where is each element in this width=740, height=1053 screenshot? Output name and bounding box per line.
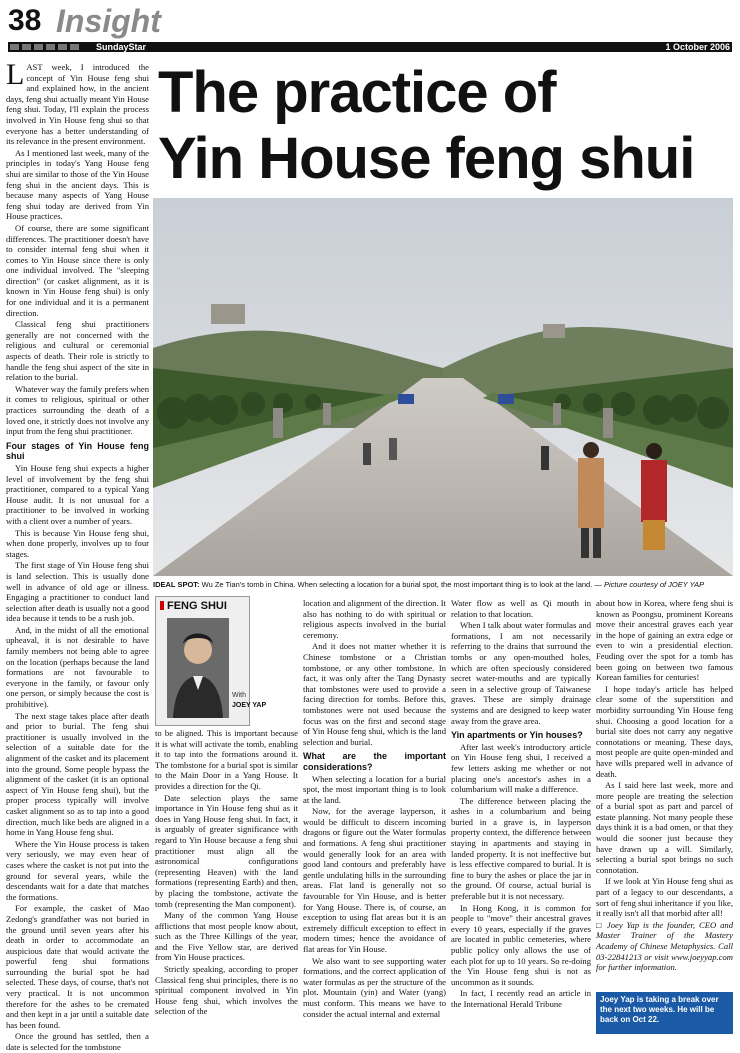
headline-line-2: Yin House feng shui <box>158 126 695 191</box>
paragraph: When I talk about water formulas and formations, I am not necessarily referring to the drains that surround the tombs or any open-mouthed holes, which are often speciously considered secret water-mouths and are typically seen in a selective group of Taiwanese graves. These are simply drainage systems and are designed to keep water away from the grave area. <box>451 620 591 726</box>
paragraph: location and alignment of the direction. It also has nothing to do with spiritual or religious aspects involved in the burial ceremony. <box>303 598 446 640</box>
paragraph: Whatever way the family prefers when it comes to religious, spiritual or other practices surrounding the death of a loved one, it strictly does not involve any input from the feng shui practitioner. <box>6 383 149 437</box>
subheading: Yin apartments or Yin houses? <box>451 730 583 741</box>
article-column-1 <box>6 58 149 1053</box>
paragraph: And it does not matter whether it is Chinese tombstone or a Christian tombstone, or any other tombstone. In fact, it was only after the Tang Dynasty that tombstones were used to provide a facing direction for tombs. Before this, tombstones were not used because the focus was on the first and second stage of Yin House feng shui, which is the land selection and burial. <box>303 641 446 747</box>
paragraph: This is because Yin House feng shui, when done properly, involves up to four stages. <box>6 527 149 559</box>
caption-label: IDEAL SPOT: <box>153 580 200 589</box>
paragraph: In fact, I recently read an article in the International Herald Tribune <box>451 988 591 1009</box>
paragraph: The next stage takes place after death and prior to burial. The feng shui practitioner is usually involved in the selection of a suitable date for the alignment of the casket and its placement into the ground. Some people bypass the alignment of the casket (it is an optional aspect of Yin House feng shui), but the proper process typically will involve casket alignment so as to tap into a good direction, much like beds are aligned in a home in Yang House feng shui. <box>6 710 149 838</box>
paragraph: Now, for the average layperson, it would be difficult to discern incoming dragons or figure out the Water formulas and formations. A feng shui practitioner would generally look for an area with good land contours and preferably have gentle undulating hills in the surrounding areas. Flat land is generally not so favourable for Yin House, and is better for Yang House. There is, of course, an exception to using flat areas but it is an extremely difficult exception to effect in modern times; hence the avoidance of flat areas for Yin House. <box>303 806 446 954</box>
paragraph: And, in the midst of all the emotional upheaval, it is not desirable to have family members not being able to agree on the location (perhaps because the land formations are not favourable to everyone in the family, or favour only one person, or simply because the cost is prohibitive). <box>6 624 149 710</box>
paragraph: Date selection plays the same importance in Yin House feng shui as it does in Yang House feng shui. In fact, it is arguably of greater significance with regard to Yin House because a feng shui practitioner must align all the astronomical configurations (representing Heaven) with the land formations (representing Earth) and then, by placing the tombstone, activate the tomb (representing the Man component). <box>155 792 298 909</box>
paragraph: Water flow as well as Qi mouth in relation to that location. <box>451 598 591 619</box>
photo-credit: — Picture courtesy of JOEY YAP <box>594 580 705 589</box>
paragraph: Strictly speaking, according to proper Classical feng shui principles, there is no spiritual component involved in Yin House feng shui, which involves the selection of the <box>155 964 298 1017</box>
subheading: What are the important considerations? <box>303 751 446 772</box>
masthead-blocks <box>10 44 90 50</box>
article-column-5 <box>596 598 733 988</box>
paragraph: We also want to see supporting water formations, and the correct application of water formulas as per the structure of the plot. Mountain (yin) and Water (yang) must conform. This means we have to consider the actual internal and external <box>303 955 446 1019</box>
column-logo: FENG SHUI <box>160 600 227 612</box>
section-title: Insight <box>56 3 161 39</box>
paragraph: Of course, there are some significant differences. The practitioner doesn't have to consider internal feng shui when it comes to Yin House since there is only one individual involved. The "sleeping direction" (or casket alignment, as it is known in Yin House feng shui) is only for one individual and it is a permanent direction. <box>6 222 149 318</box>
paragraph: If we look at Yin House feng shui as part of a legacy to our descendants, a sort of feng shui inheritance if you like, it really isn't all that morbid after all! <box>596 876 733 919</box>
subheading: Four stages of Yin House feng shui <box>6 440 149 462</box>
paragraph: As I mentioned last week, many of the principles in today's Yang House feng shui are similar to those of the Yin House feng shui in the ancient days. This is because many aspects of Yang House feng shui today are derived from Yin House practices. <box>6 147 149 222</box>
headline-line-1: The practice of <box>158 60 556 125</box>
paragraph: to be aligned. This is important because it is what will activate the tomb, enabling it to tap into the formations around it. The tombstone for a burial spot is similar to the Main Door in a Yang House. It provides a direction for the Qi. <box>155 728 298 791</box>
paragraph: Classical feng shui practitioners generally are not concerned with the religious and cultural or ceremonial aspects of death. Their role is strictly to handle the feng shui aspect of the site in relation to the burial. <box>6 319 149 383</box>
paragraph: Yin House feng shui expects a higher level of involvement by the feng shui practitioner, compared to a typical Yang House audit. It is not unusual for a practitioner to be involved in working with a client over a number of years. <box>6 462 149 526</box>
paragraph: Where the Yin House process is taken very seriously, we may even hear of cases where the casket is not put into the ground for several years, while the descendants wait for a date that matches the formations. <box>6 838 149 902</box>
tomb-photo <box>153 198 733 576</box>
paragraph: The difference between placing the ashes in a columbarium and being buried in a grave is, in layperson property context, the difference between staying in apartments and staying in landed property. It is not ineffective but is less effective compared to burial. It is fine to bury the ashes or place the jar in the ground. Of course, actual burial is preferable but it is not necessary. <box>451 795 591 902</box>
paragraph: about how in Korea, where feng shui is known as Poongsu, prominent Koreans move their ancestral graves each year in the hope of gaining an extra edge or even to win a presidential election. Feuding over the spot for a tomb has been going on between two famous Korean families for centuries! <box>596 598 733 683</box>
paper-name: SundayStar <box>96 42 147 52</box>
paragraph: When selecting a location for a burial spot, the most important thing is to look at the land. <box>303 773 446 805</box>
issue-date: 1 October 2006 <box>665 42 730 52</box>
article-column-3 <box>303 598 446 1034</box>
dropcap: L <box>6 58 25 91</box>
author-bio: □ Joey Yap is the founder, CEO and Master Trainer of the Mastery Academy of Chinese Metaphysics. Call 03-22841213 or visit www.joeyyap.com for further information. <box>596 919 733 973</box>
columnist-break-note: Joey Yap is taking a break over the next two weeks. He will be back on Oct 22. <box>596 992 733 1034</box>
columnist-photo <box>167 618 229 718</box>
tomb-landscape-image <box>153 198 733 576</box>
paragraph: LAST week, I introduced the concept of Yin House feng shui and explained how, in the ancient days, feng shui actually meant Yin House feng shui. Today, I'll explain the process involved in Yin House feng shui so that everyone has a better understanding of its relevance in the present environment. <box>6 58 149 147</box>
article-column-4 <box>451 598 591 1034</box>
columnist-name: JOEY YAP <box>232 702 267 709</box>
paragraph: After last week's introductory article on Yin House feng shui, I received a few letters asking me whether or not placing one's ancestor's ashes in a columbarium will make a difference. <box>451 741 591 795</box>
paragraph: In Hong Kong, it is common for people to "move" their ancestral graves every 10 years, especially if the graves are located in public cemeteries, where public policy only allows the use of each plot for up to 10 years. So re-doing the Yin House feng shui is not as uncommon as it sounds. <box>451 902 591 987</box>
photo-caption <box>153 580 733 590</box>
paragraph: For example, the casket of Mao Zedong's grandfather was not buried in the ground until seven years after his death in order to accommodate an auspicious date that would activate the powerful feng shui formations surrounding the burial spot he had selected. These days, of course, that's not very practical. It is not uncommon therefore for the ashes to be cremated and then kept in a jar until a suitable date has been found. <box>6 903 149 1030</box>
columnist-with-label: With <box>232 692 246 699</box>
headline <box>158 60 733 192</box>
paragraph: The first stage of Yin House feng shui is land selection. This is usually done well in advance of old age or illness. Engaging a practitioner to conduct land selection after death is usually not a good idea because it tends to be a rush job. <box>6 560 149 624</box>
paragraph: Once the ground has settled, then a date is selected for the tombstone <box>6 1031 149 1053</box>
article-column-2 <box>155 728 298 1034</box>
paragraph: I hope today's article has helped clear some of the superstition and morbidity surrounding Yin House feng shui. Choosing a good location for a burial site does not carry any negative connotations or meaning. These days, most people are quite open-minded and have wills prepared well in advance of death. <box>596 683 733 779</box>
paragraph: Many of the common Yang House afflictions that most people know about, such as the Three Killings of the year, and the Five Yellow star, are derived from Yin House practices. <box>155 910 298 963</box>
caption-text: Wu Ze Tian's tomb in China. When selecting a location for a burial spot, the most important thing is to look at the land. <box>201 580 593 589</box>
paragraph: As I said here last week, more and more people are treating the selection of a burial spot as part and parcel of estate planning. Not many people these days think it is a bad omen, or that they would die sooner just because they have drawn up a will. Similarly, selecting a burial spot brings no such connotation. <box>596 780 733 875</box>
page-number: 38 <box>8 4 42 37</box>
